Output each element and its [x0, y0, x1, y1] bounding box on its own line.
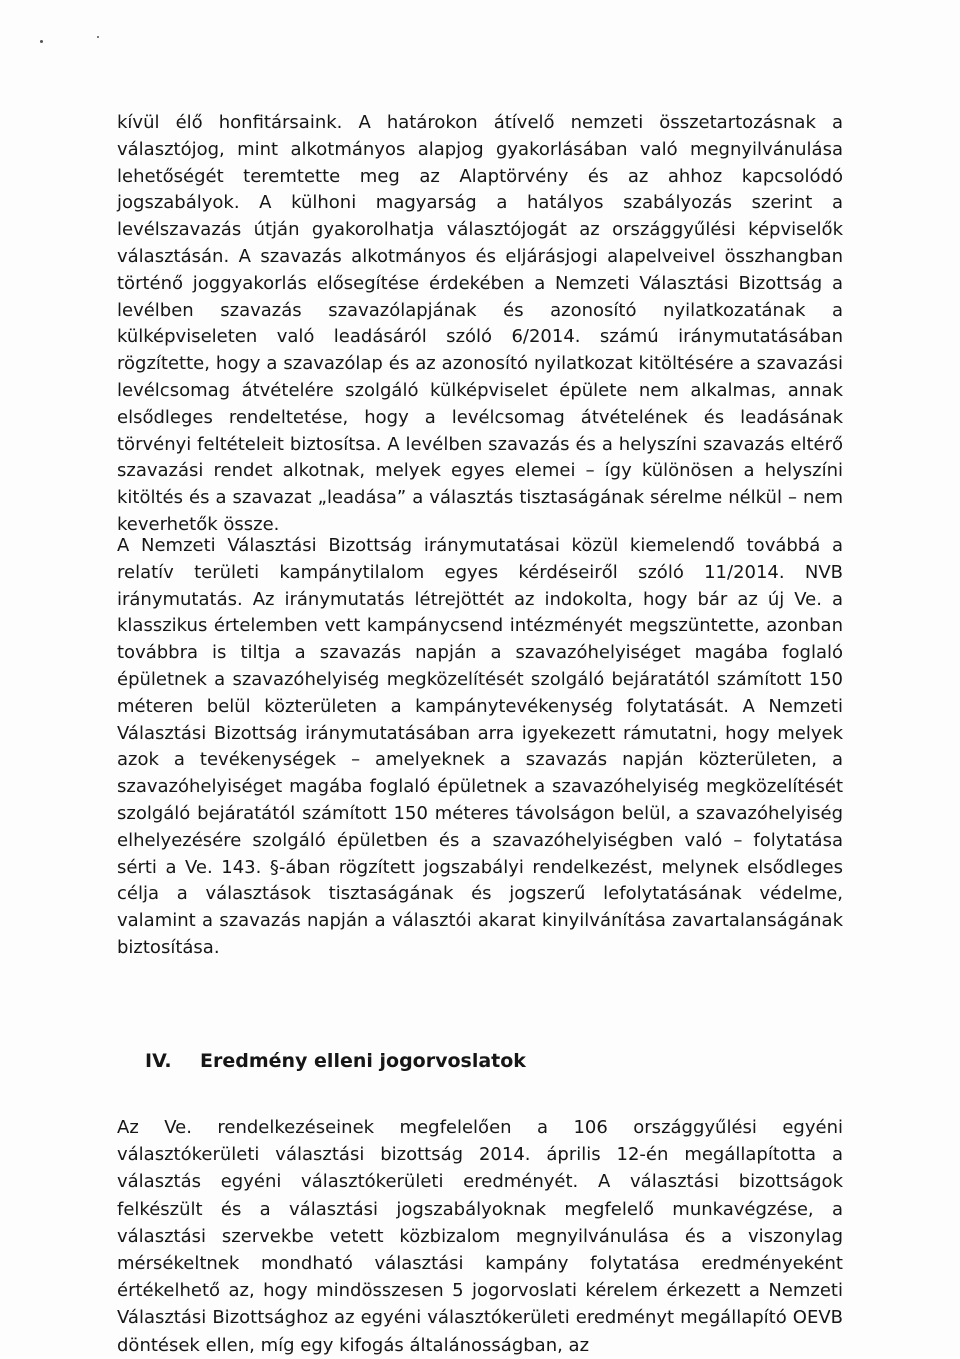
scan-speck — [40, 40, 43, 43]
section-heading — [145, 1050, 526, 1072]
paragraph-1: kívül élő honfitársaink. A határokon átívelő nemzeti összetartozásnak a választójog, mint alkotmányos alapjog gyakorlásában való megnyilvánulása lehetőségét teremtette meg az Alaptörvény és az ahhoz kapcsolódó jogszabályok. A külhoni magyarság a hatályos szabályozás szerint a levélszavazás útján gyakorolhatja választójogát az országgyűlési képviselők választásán. A szavazás alkotmányos és eljárásjogi alapelveivel összhangban történő joggyakorlás elősegítése érdekében a Nemzeti Választási Bizottság a levélben szavazás szavazólapjának és azonosító nyilatkozatának a külképviseleten való leadásáról szóló 6/2014. számú iránymutatásában rögzítette, hogy a szavazólap és az azonosító nyilatkozat kitöltésére a szavazási levélcsomag átvételére szolgáló külképviselet épülete nem alkalmas, annak elsődleges rendeltetése, hogy a levélcsomag átvételének és leadásának törvényi feltételeit biztosítsa. A levélben szavazás és a helyszíni szavazás eltérő szavazási rendet alkotnak, melyek egyes elemei – így különösen a helyszíni kitöltés és a szavazat „leadása” a választás tisztaságának sérelme nélkül – nem keverhetők össze. — [117, 112, 843, 535]
paragraph-3: Az Ve. rendelkezéseinek megfelelően a 106 országgyűlési egyéni választókerületi választási bizottság 2014. április 12-én megállapította a választás egyéni választókerületi eredményét. A választási bizottságok felkészült és a választási jogszabályoknak megfelelő munkavégzése, a választási szervekbe vetett közbizalom megnyilvánulása és a viszonylag mérsékeltnek mondható választási kampány folytatása eredményeként értékelhető az, hogy mindösszesen 5 jogorvoslati kérelem érkezett a Nemzeti Választási Bizottsághoz az egyéni választókerületi eredményt megállapító OEVB döntések ellen, míg egy kifogás általánosságban, az — [117, 1117, 843, 1356]
paragraph-2-block — [117, 533, 843, 962]
paragraph-2: A Nemzeti Választási Bizottság iránymutatásai közül kiemelendő továbbá a relatív területi kampánytilalom egyes kérdéseiről szóló 11/2014. NVB iránymutatás. Az iránymutatás létrejöttét az indokolta, hogy bár az új Ve. a klasszikus értelemben vett kampánycsend intézményét megszüntette, azonban továbbra is tiltja a szavazás napján a szavazóhelyiséget magába foglaló épületnek a szavazóhelyiség megközelítését szolgáló bejáratától számított 150 méteren belül közterületen a kampánytevékenység folytatását. A Nemzeti Választási Bizottság iránymutatásában arra igyekezett rámutatni, hogy melyek azok a tevékenységek – amelyeknek a szavazás napján közterületen, a szavazóhelyiséget magába foglaló épületnek a szavazóhelyiség megközelítését szolgáló bejáratától számított 150 méteres távolságon belül, a szavazóhelyiség elhelyezésére szolgáló épületben és a szavazóhelyiségben való – folytatása sérti a Ve. 143. §-ában rögzített jogszabályi rendelkezést, melynek elsődleges célja a választások tisztaságának és jogszerű lefolytatásának védelme, valamint a szavazás napján a választói akarat kinyilvánítása zavartalanságának biztosítása. — [117, 535, 843, 958]
section-number: IV. — [145, 1050, 172, 1072]
paragraph-3-block — [117, 1114, 843, 1359]
scan-speck — [97, 36, 99, 38]
paragraph-1-block — [117, 110, 843, 539]
section-title: Eredmény elleni jogorvoslatok — [200, 1050, 526, 1072]
